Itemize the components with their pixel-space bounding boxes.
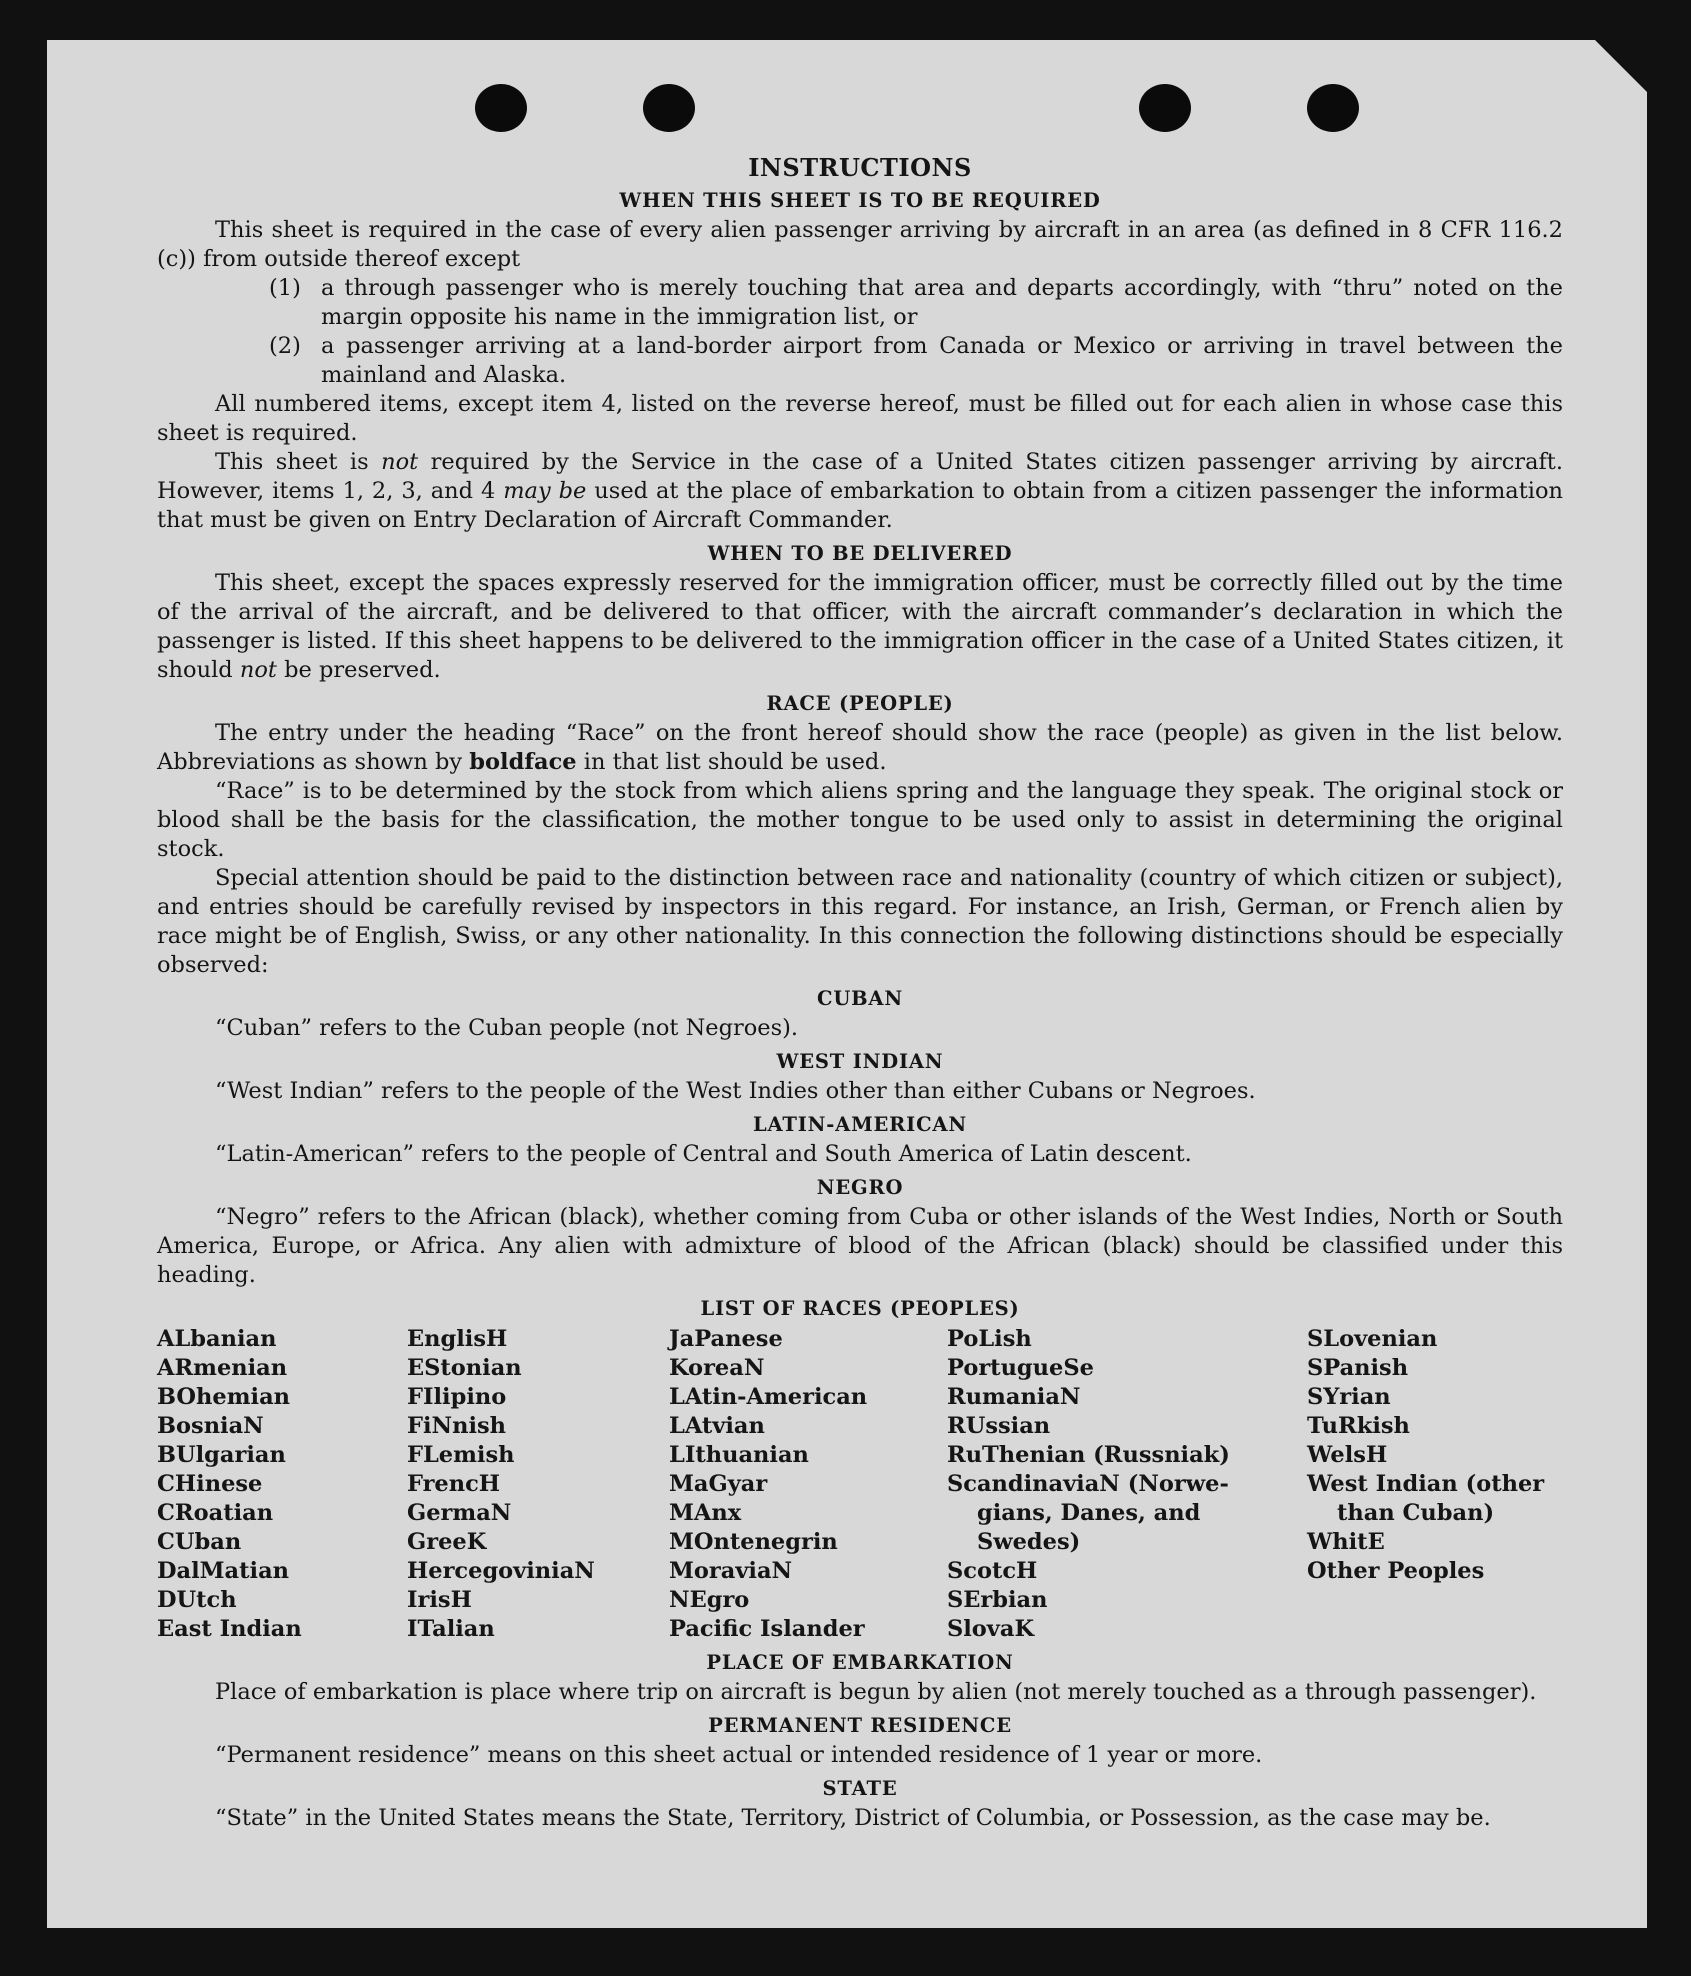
race-entry: ScotcH (947, 1558, 1038, 1584)
race-entry: FLemish (407, 1442, 515, 1468)
paragraph-race-stock: “Race” is to be determined by the stock from which aliens spring and the language they speak. The original stock or blood shall be the basis for the classification, the mother tongue to be used only to assist in determining the original stock. (157, 778, 1563, 862)
race-entry: HercegoviniaN (407, 1558, 595, 1584)
races-column-1 (157, 1325, 407, 1644)
paragraph-latin-american: “Latin-American” refers to the people of Central and South America of Latin descent. (215, 1141, 1192, 1167)
race-entry: NEgro (669, 1587, 750, 1613)
race-entry: BUlgarian (157, 1442, 286, 1468)
race-entry: DUtch (157, 1587, 237, 1613)
heading-west-indian: WEST INDIAN (776, 1050, 944, 1073)
race-entry: EnglisH (407, 1326, 508, 1352)
race-entry: RumaniaN (947, 1384, 1081, 1410)
race-entry-scandinavian: ScandinaviaN (Norwe- (947, 1471, 1229, 1497)
heading-list-of-races: LIST OF RACES (PEOPLES) (700, 1297, 1020, 1320)
race-entry: TuRkish (1307, 1413, 1410, 1439)
race-entry: CUban (157, 1529, 242, 1555)
races-column-3 (669, 1325, 947, 1644)
race-entry-west-indian: West Indian (other (1307, 1471, 1545, 1497)
race-entry: WelsH (1307, 1442, 1388, 1468)
heading-embarkation: PLACE OF EMBARKATION (706, 1651, 1014, 1674)
race-entry: FiNnish (407, 1413, 507, 1439)
heading-when-delivered: WHEN TO BE DELIVERED (707, 542, 1013, 565)
paragraph-state: “State” in the United States means the State, Territory, District of Columbia, or Possession, as the case may be. (215, 1805, 1491, 1831)
paragraph-race-entry: The entry under the heading “Race” on the front hereof should show the race (people) as given in the list below. Abbreviations as shown by boldface in that list should be used. (157, 720, 1563, 775)
race-entry: LIthuanian (669, 1442, 809, 1468)
race-entry: ARmenian (157, 1355, 288, 1381)
paragraph-west-indian: “West Indian” refers to the people of the West Indies other than either Cubans or Negroes. (215, 1078, 1256, 1104)
race-entry: BosniaN (157, 1413, 264, 1439)
race-entry: ALbanian (157, 1326, 277, 1352)
race-entry: JaPanese (669, 1326, 783, 1352)
instructions-text (157, 113, 1563, 1833)
heading-negro: NEGRO (816, 1176, 904, 1199)
race-entry: WhitE (1307, 1529, 1385, 1555)
race-entry: SPanish (1307, 1355, 1409, 1381)
paragraph-all-items: All numbered items, except item 4, listed on the reverse hereof, must be filled out for each alien in whose case this sheet is required. (157, 391, 1563, 446)
race-entry: MaGyar (669, 1471, 768, 1497)
paragraph-cuban: “Cuban” refers to the Cuban people (not Negroes). (215, 1015, 799, 1041)
race-entry-scandinavian-cont: Swedes) (977, 1529, 1081, 1555)
race-entry: FrencH (407, 1471, 501, 1497)
races-list (157, 1325, 1563, 1644)
race-entry: CHinese (157, 1471, 263, 1497)
race-entry: IrisH (407, 1587, 472, 1613)
races-column-2 (407, 1325, 669, 1644)
paragraph-race-nationality: Special attention should be paid to the distinction between race and nationality (country of which citizen or subject), and entries should be carefully revised by inspectors in this regard. For instance, an Irish, German, or French alien by race might be of English, Swiss, or any other nationality. In this connection the following distinctions should be especially observed: (157, 865, 1563, 978)
exception-item (269, 332, 1563, 390)
race-entry: GreeK (407, 1529, 487, 1555)
race-entry: RuThenian (Russniak) (947, 1442, 1230, 1468)
paragraph-embarkation: Place of embarkation is place where trip on aircraft is begun by alien (not merely touched as a through passenger). (215, 1679, 1537, 1705)
paragraph-permanent-residence: “Permanent residence” means on this sheet actual or intended residence of 1 year or more. (215, 1742, 1263, 1768)
race-entry: East Indian (157, 1616, 302, 1642)
race-entry: MOntenegrin (669, 1529, 838, 1555)
race-entry: PortugueSe (947, 1355, 1094, 1381)
race-entry: Other Peoples (1307, 1558, 1485, 1584)
heading-when-required: WHEN THIS SHEET IS TO BE REQUIRED (619, 189, 1101, 212)
race-entry: MAnx (669, 1500, 742, 1526)
race-entry: SErbian (947, 1587, 1048, 1613)
race-entry-west-indian-cont: than Cuban) (1337, 1500, 1495, 1526)
paragraph-required-intro: This sheet is required in the case of every alien passenger arriving by aircraft in an area (as defined in 8 CFR 116.2 (c)) from outside thereof except (157, 217, 1563, 272)
race-entry: RUssian (947, 1413, 1051, 1439)
exception-item (269, 274, 1563, 332)
race-entry: LAtvian (669, 1413, 765, 1439)
races-column-4 (947, 1325, 1307, 1644)
paragraph-citizen: This sheet is not required by the Service in the case of a United States citizen passenger arriving by aircraft. However, items 1, 2, 3, and 4 may be used at the place of embarkation to obtain from a citizen passenger the information that must be given on Entry Declaration of Aircraft Commander. (157, 449, 1563, 533)
heading-race: RACE (PEOPLE) (766, 692, 954, 715)
heading-cuban: CUBAN (817, 987, 903, 1010)
race-entry: SYrian (1307, 1384, 1391, 1410)
race-entry: MoraviaN (669, 1558, 793, 1584)
race-entry: DalMatian (157, 1558, 290, 1584)
race-entry: CRoatian (157, 1500, 274, 1526)
heading-state: STATE (822, 1777, 898, 1800)
document-page (47, 40, 1647, 1928)
race-entry: PoLish (947, 1326, 1032, 1352)
race-entry: ITalian (407, 1616, 495, 1642)
race-entry: Pacific Islander (669, 1616, 865, 1642)
race-entry: FIlipino (407, 1384, 507, 1410)
race-entry: EStonian (407, 1355, 522, 1381)
exception-number: (2) (269, 333, 301, 359)
race-entry: GermaN (407, 1500, 512, 1526)
paragraph-delivered: This sheet, except the spaces expressly reserved for the immigration officer, must be correctly filled out by the time of the arrival of the aircraft, and be delivered to that officer, with the aircraft commander’s declaration in which the passenger is listed. If this sheet happens to be delivered to the immigration officer in the case of a United States citizen, it should not be preserved. (157, 570, 1563, 683)
race-entry: BOhemian (157, 1384, 291, 1410)
folded-corner (1595, 40, 1647, 92)
exception-number: (1) (269, 275, 301, 301)
page-title: INSTRUCTIONS (748, 153, 972, 182)
race-entry: SLovenian (1307, 1326, 1438, 1352)
race-entry: LAtin-American (669, 1384, 868, 1410)
race-entry-scandinavian-cont: gians, Danes, and (977, 1500, 1201, 1526)
races-column-5 (1307, 1325, 1563, 1644)
paragraph-negro: “Negro” refers to the African (black), whether coming from Cuba or other islands of the West Indies, North or South America, Europe, or Africa. Any alien with admixture of blood of the African (black) should be classified under this heading. (157, 1204, 1563, 1288)
exception-text: a through passenger who is merely touching that area and departs accordingly, with “thru” noted on the margin opposite his name in the immigration list, or (321, 275, 1563, 330)
race-entry: SlovaK (947, 1616, 1035, 1642)
heading-latin-american: LATIN-AMERICAN (753, 1113, 967, 1136)
race-entry: KoreaN (669, 1355, 765, 1381)
exception-text: a passenger arriving at a land-border airport from Canada or Mexico or arriving in travel between the mainland and Alaska. (321, 333, 1563, 388)
heading-permanent-residence: PERMANENT RESIDENCE (708, 1714, 1012, 1737)
